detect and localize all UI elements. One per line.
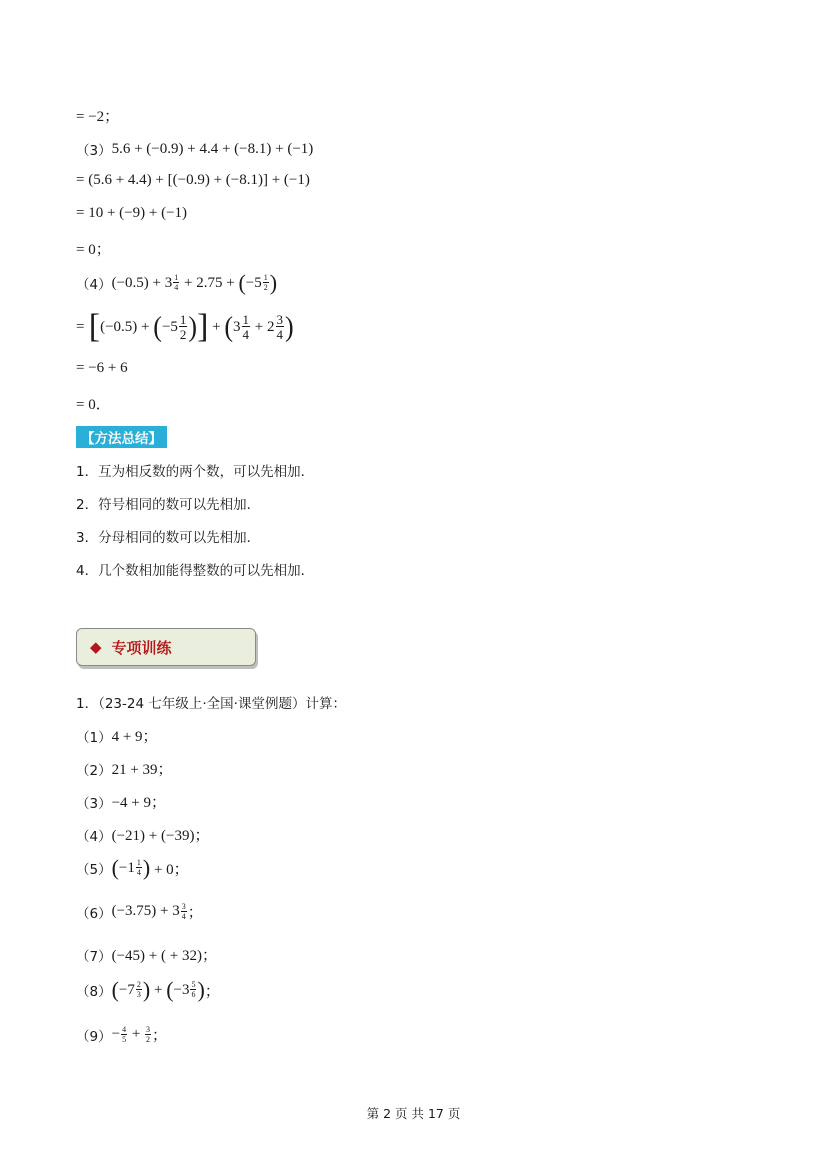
exercise-item: （8） ( −7 $\frac{2}{3}$ ) + ( −3 $\frac{5}{6}$ ) ；	[76, 977, 220, 1002]
summary-item: 2．符号相同的数可以先相加．	[76, 497, 261, 513]
problem-3-line: （3） 5.6 + (−0.9) + 4.4 + (−8.1) + (−1)	[76, 140, 314, 159]
exercise-item: （6） (−3.75) + 3 $\frac{3}{4}$ ；	[76, 901, 203, 922]
summary-item: 1．互为相反数的两个数，可以先相加．	[76, 464, 315, 480]
section-title: 专项训练	[111, 638, 172, 657]
exercise-item: （2） 21 + 39；	[76, 762, 173, 779]
step-line: = (5.6 + 4.4) + [(−0.9) + (−8.1)] + (−1)	[76, 172, 310, 188]
step-line: = −2；	[76, 109, 120, 125]
step-line: = 0．	[76, 397, 111, 413]
step-line: = [ (−0.5) + ( −5 $\frac{1}{2}$ ) ] + ( 3 $\frac{1}{4}$ + 2 $\frac{3}{4}$ )	[76, 308, 294, 345]
exercise-item: （4） (−21) + (−39)；	[76, 828, 210, 845]
summary-item: 3．分母相同的数可以先相加．	[76, 530, 261, 546]
exercise-header: 1．（23-24 七年级上·全国·课堂例题）计算：	[76, 696, 346, 712]
method-summary-tag: 【方法总结】	[76, 426, 167, 448]
exercise-item: （7） (−45) + ( + 32)；	[76, 948, 217, 965]
summary-item: 4．几个数相加能得整数的可以先相加．	[76, 563, 315, 579]
exercise-item: （5） ( −1 $\frac{1}{4}$ ) + 0；	[76, 855, 189, 880]
section-banner	[76, 628, 256, 666]
exercise-item: （3） −4 + 9；	[76, 795, 167, 812]
step-line: = −6 + 6	[76, 360, 128, 376]
diamond-icon: ◆	[90, 638, 102, 656]
step-line: = 10 + (−9) + (−1)	[76, 205, 188, 221]
problem-4-line: （4） (−0.5) + 3 $\frac{1}{4}$ + 2.75 + ( −5 $\frac{1}{2}$ )	[76, 270, 278, 295]
exercise-item: （1） 4 + 9；	[76, 729, 158, 746]
page-footer: 第 2 页 共 17 页	[366, 1106, 461, 1121]
step-line: = 0；	[76, 242, 111, 258]
exercise-item: （9） − $\frac{4}{5}$ + $\frac{3}{2}$ ；	[76, 1024, 168, 1045]
